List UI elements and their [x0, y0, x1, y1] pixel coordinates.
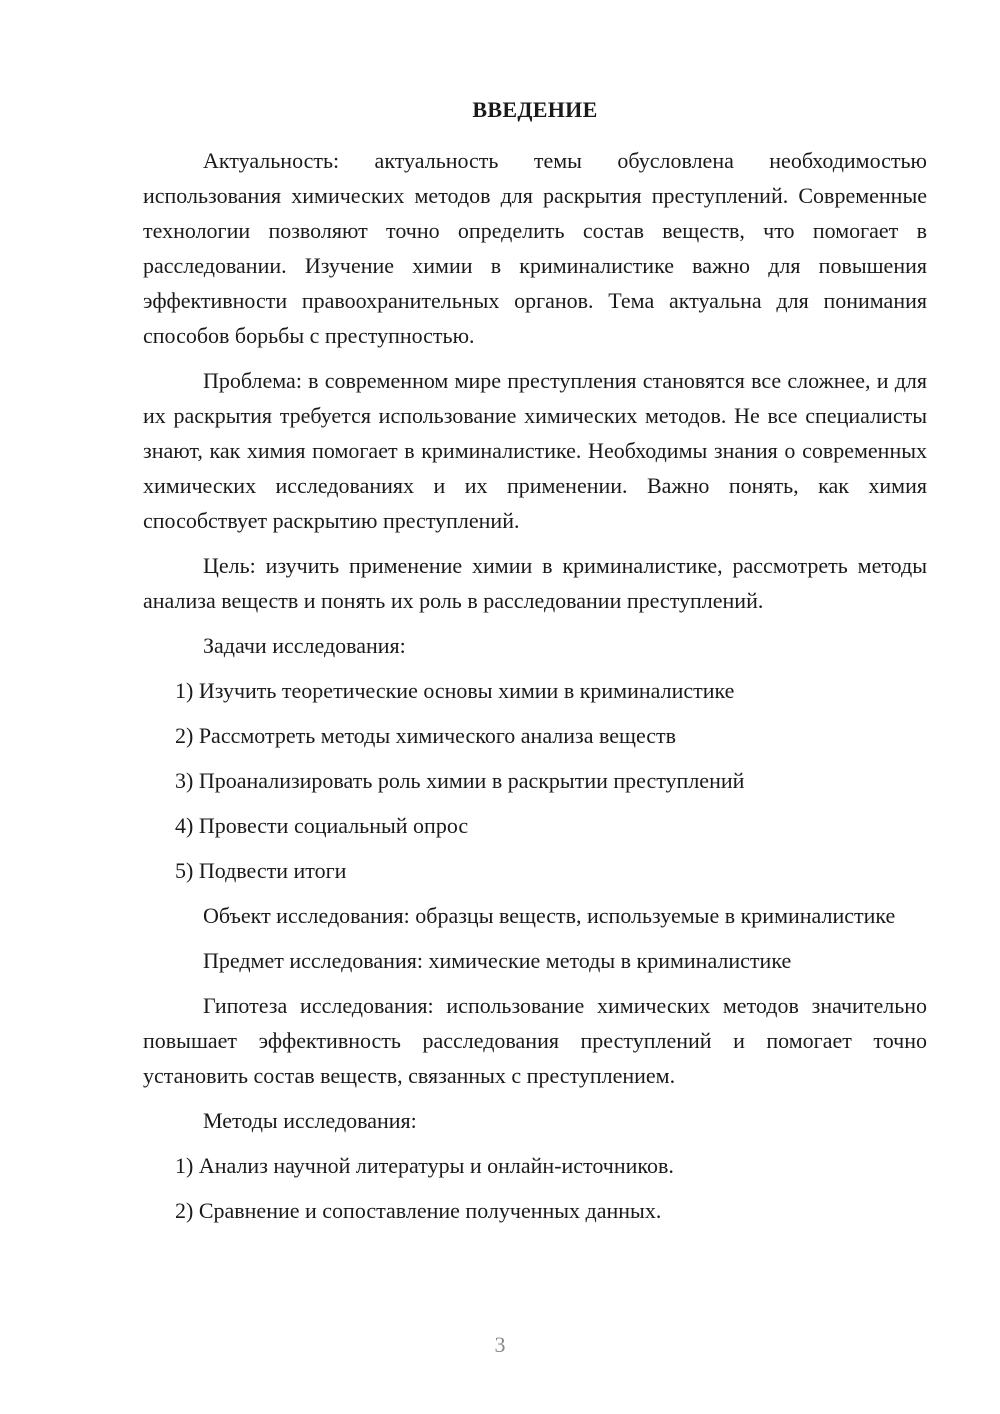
- page-number: 3: [494, 1332, 506, 1357]
- list-item: 5) Подвести итоги: [175, 858, 347, 883]
- methods-heading: Методы исследования:: [203, 1108, 417, 1133]
- object-paragraph: Объект исследования: образцы веществ, используемые в криминалистике: [203, 903, 896, 928]
- list-item: 3) Проанализировать роль химии в раскрытии преступлений: [175, 768, 745, 793]
- list-item: 2) Рассмотреть методы химического анализа веществ: [175, 723, 677, 748]
- goal-paragraph: Цель: изучить применение химии в криминалистике, рассмотреть методы анализа веществ и понять их роль в расследовании преступлений.: [143, 553, 927, 613]
- list-item: 1) Изучить теоретические основы химии в криминалистике: [175, 678, 735, 703]
- document-page: [143, 92, 927, 1238]
- tasks-list: [143, 673, 927, 888]
- hypothesis-paragraph: Гипотеза исследования: использование химических методов значительно повышает эффективность расследования преступлений и помогает точно установить состав веществ, связанных с преступлением.: [143, 993, 927, 1088]
- list-item: 4) Провести социальный опрос: [175, 813, 469, 838]
- subject-paragraph: Предмет исследования: химические методы в криминалистике: [203, 948, 792, 973]
- problem-paragraph: Проблема: в современном мире преступления становятся все сложнее, и для их раскрытия требуется использование химических методов. Не все специалисты знают, как химия помогает в криминалистике. Необходимы знания о современных химических исследованиях и их применении. Важно понять, как химия способствует раскрытию преступлений.: [143, 368, 927, 533]
- tasks-heading: Задачи исследования:: [203, 633, 406, 658]
- list-item: 1) Анализ научной литературы и онлайн-источников.: [175, 1153, 674, 1178]
- page-title: ВВЕДЕНИЕ: [472, 97, 598, 122]
- relevance-paragraph: Актуальность: актуальность темы обусловлена необходимостью использования химических методов для раскрытия преступлений. Современные технологии позволяют точно определить состав веществ, что помогает в расследовании. Изучение химии в криминалистике важно для повышения эффективности правоохранительных органов. Тема актуальна для понимания способов борьбы с преступностью.: [143, 148, 927, 348]
- methods-list: [143, 1148, 927, 1228]
- list-item: 2) Сравнение и сопоставление полученных данных.: [175, 1198, 662, 1223]
